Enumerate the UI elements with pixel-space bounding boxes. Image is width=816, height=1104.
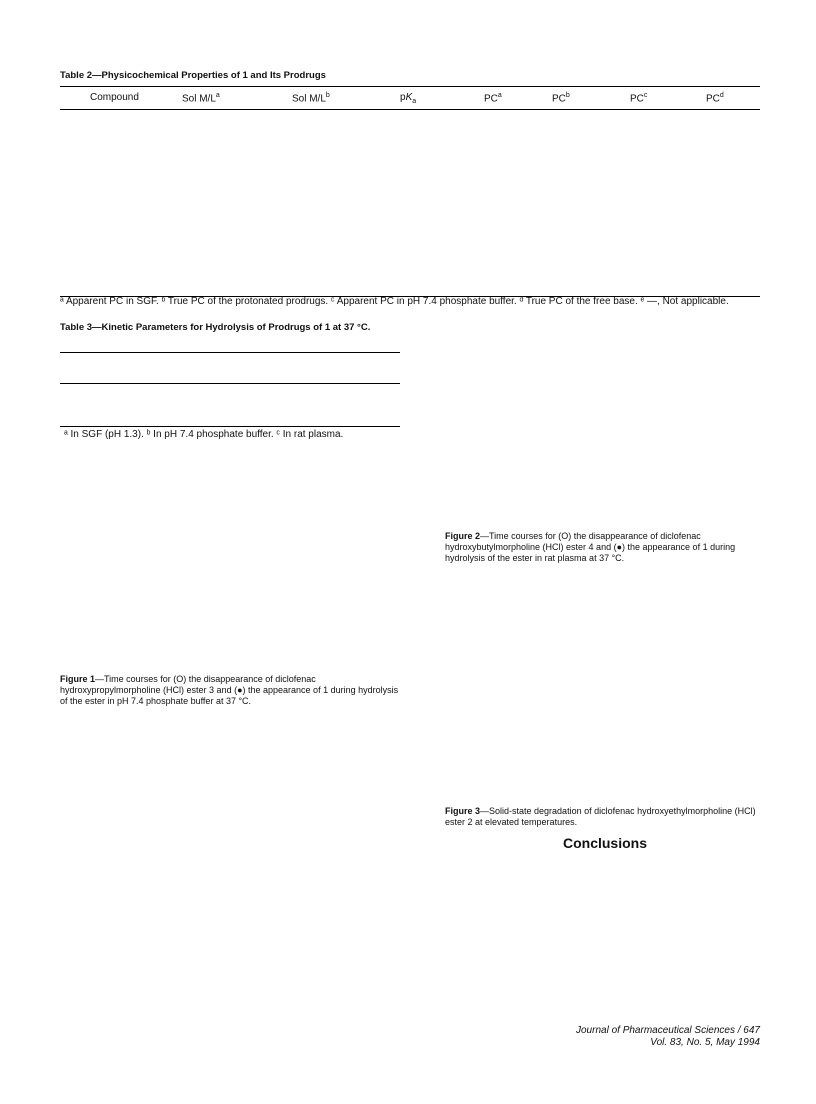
table2-footnote: ᵃ Apparent PC in SGF. ᵇ True PC of the protonated prodrugs. ᶜ Apparent PC in pH 7.4 phosphate buffer. ᵈ True PC of the free base. ᵉ —, Not applicable. [60,296,729,307]
table2-header-pka: $pK_a$ [400,92,417,105]
table2-header-sol-b: Sol $M/L^b$ [292,92,330,105]
table3 [60,352,400,427]
table2-body [60,110,760,296]
table2-header-pc-a: $PC^a$ [484,92,502,105]
figure3-caption: Figure 3—Solid-state degradation of diclofenac hydroxyethylmorpholine (HCl) ester 2 at elevated temperatures. [445,806,756,827]
table3-header [60,353,400,384]
footer-volume: Vol. 83, No. 5, May 1994 [650,1037,760,1048]
table2-header-compound: Compound [90,92,139,103]
table2 [60,86,760,297]
figure2-chart [440,318,760,528]
table2-header [60,86,760,110]
table2-caption: Table 2—Physicochemical Properties of 1 and Its Prodrugs [60,70,326,81]
figure2-caption: Figure 2—Time courses for (O) the disappearance of diclofenac hydroxybutylmorpholine (HCl) ester 4 and (●) the appearance of 1 during hydrolysis of the ester in rat plasma at 37 °C. [445,531,736,563]
figure1-caption: Figure 1—Time courses for (O) the disappearance of diclofenac hydroxypropylmorpholine (HCl) ester 3 and (●) the appearance of 1 during hydrolysis of the ester in pH 7.4 phosphate buffer at 37 °C. [60,674,399,706]
table3-caption: Table 3—Kinetic Parameters for Hydrolysis of Prodrugs of 1 at 37 °C. [60,322,371,333]
table3-footnote: ᵃ In SGF (pH 1.3). ᵇ In pH 7.4 phosphate buffer. ᶜ In rat plasma. [64,429,344,440]
conclusions-heading: Conclusions [562,835,647,851]
table2-header-sol-a: Sol $M/L^a$ [182,92,220,105]
figure3-chart [440,576,760,776]
figure1-chart [60,462,390,672]
table2-header-pc-b: $PC^b$ [552,92,570,105]
table3-body [60,384,400,426]
footer-journal: Journal of Pharmaceutical Sciences / 647 [576,1025,760,1036]
table2-header-pc-c: $PC^c$ [630,92,648,105]
table2-header-pc-d: $PC^d$ [706,92,724,105]
page-footer [520,1025,760,1049]
